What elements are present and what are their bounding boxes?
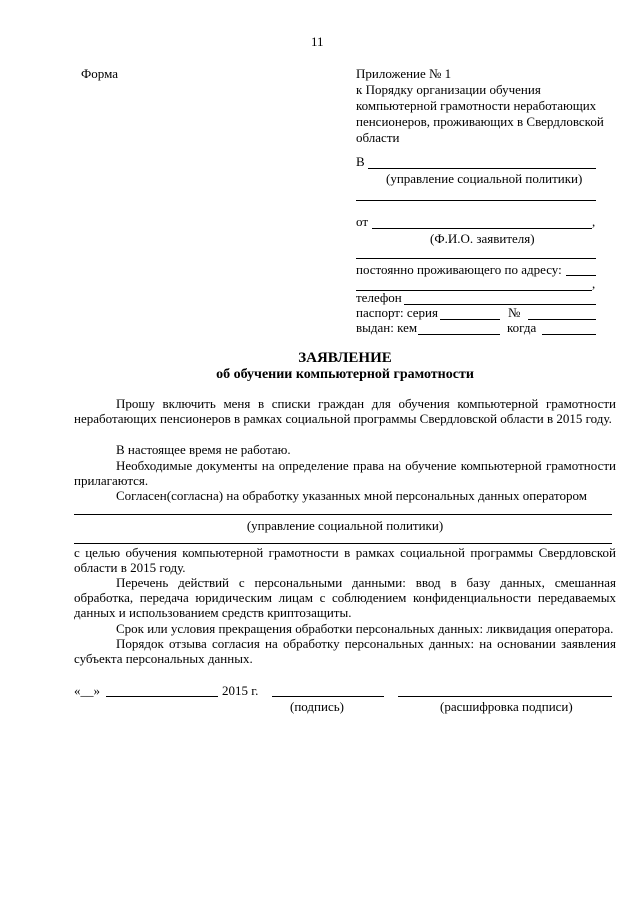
to-extra-line[interactable] [356,200,596,201]
date-month-line[interactable] [106,696,218,697]
passport-series-line[interactable] [440,319,500,320]
issued-by-line[interactable] [418,334,500,335]
signature-line[interactable] [272,696,384,697]
passport-no-label: № [508,305,521,320]
appendix-title: Приложение № 1 [356,66,452,81]
page-number: 11 [311,34,324,49]
operator-field-line[interactable] [74,514,612,515]
paragraph-request: Прошу включить меня в списки граждан для обучения компьютерной грамотности неработающих пенсионеров в рамках социальной программы Свердловской области в 2015 году. [74,396,616,426]
document-subtitle: об обучении компьютерной грамотности [216,367,474,382]
issued-when-line[interactable] [542,334,596,335]
paragraph-actions: Перечень действий с персональными данными: ввод в базу данных, смешанная обработка, передача юридическим лицам с соблюдением конфиденциальности передаваемых данных и использованием средств криптозащиты. [74,575,616,620]
address-label: постоянно проживающего по адресу: [356,262,562,277]
document-title: ЗАЯВЛЕНИЕ [298,350,392,366]
paragraph-not-working: В настоящее время не работаю. [116,442,291,457]
form-label: Форма [81,66,118,81]
signature-caption: (подпись) [290,699,344,714]
date-year: 2015 г. [222,683,259,698]
operator-field-line-2[interactable] [74,543,612,544]
fio-extra-line[interactable] [356,258,596,259]
appendix-line: компьютерной грамотности неработающих [356,98,597,113]
operator-caption: (управление социальной политики) [246,518,444,533]
fio-caption: (Ф.И.О. заявителя) [430,231,535,246]
from-suffix: , [592,214,596,229]
appendix-line: к Порядку организации обучения [356,82,541,97]
appendix-line: области [356,130,400,145]
paragraph-consent: Согласен(согласна) на обработку указанных мной персональных данных оператором [116,488,587,503]
issued-by-label: выдан: кем [356,320,418,335]
decoding-caption: (расшифровка подписи) [440,699,573,714]
phone-label: телефон [356,290,402,305]
paragraph-revocation: Порядок отзыва согласия на обработку персональных данных: на основании заявления субъекта персональных данных. [74,636,616,666]
date-day: «__» [74,683,100,698]
from-prefix: от [356,214,369,229]
passport-label: паспорт: серия [356,305,438,320]
passport-number-line[interactable] [528,319,596,320]
to-caption: (управление социальной политики) [386,171,583,186]
paragraph-termination: Срок или условия прекращения обработки персональных данных: ликвидация оператора. [116,621,614,636]
signature-decoding-line[interactable] [398,696,612,697]
paragraph-purpose: с целью обучения компьютерной грамотности в рамках социальной программы Свердловской области в 2015 году. [74,545,616,575]
to-field-line[interactable] [368,168,596,169]
issued-when-label: когда [507,320,537,335]
appendix-line: пенсионеров, проживающих в Свердловской [356,114,604,129]
paragraph-documents: Необходимые документы на определение права на обучение компьютерной грамотности прилагаются. [74,458,616,488]
address-suffix: , [592,276,596,291]
to-prefix: В [356,154,365,169]
from-field-line[interactable] [372,228,592,229]
